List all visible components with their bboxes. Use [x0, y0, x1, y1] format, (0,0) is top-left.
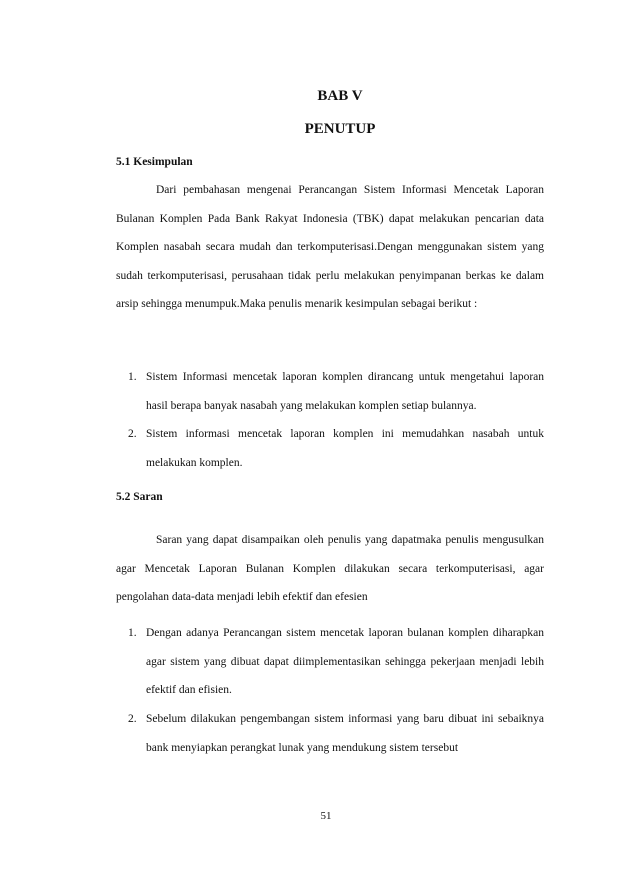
list-number: 2.: [128, 428, 137, 440]
chapter-title: PENUTUP: [304, 121, 376, 137]
list-text: Sistem informasi mencetak laporan komplen ini memudahkan nasabah untuk melakukan komplen.: [146, 428, 544, 469]
section-heading-saran: 5.2 Saran: [116, 491, 163, 503]
list-text: Dengan adanya Perancangan sistem mencetak laporan bulanan komplen diharapkan agar sistem yang dibuat dapat diimplementasikan sehingga pekerjaan menjadi lebih efektif dan efisien.: [146, 627, 544, 696]
page-number: 51: [320, 810, 332, 822]
list-number: 1.: [128, 627, 137, 639]
list-number: 1.: [128, 371, 137, 383]
section-heading-kesimpulan: 5.1 Kesimpulan: [116, 156, 193, 168]
chapter-number: BAB V: [317, 88, 363, 104]
list-text: Sebelum dilakukan pengembangan sistem informasi yang baru dibuat ini sebaiknya bank menyiapkan perangkat lunak yang mendukung sistem tersebut: [146, 713, 544, 754]
paragraph-saran: Saran yang dapat disampaikan oleh penulis yang dapatmaka penulis mengusulkan agar Mencetak Laporan Bulanan Komplen dilakukan secara terkomputerisasi, agar pengolahan data-data menjadi lebih efektif dan efesien: [116, 534, 544, 603]
list-text: Sistem Informasi mencetak laporan komplen dirancang untuk mengetahui laporan hasil berapa banyak nasabah yang melakukan komplen setiap bulannya.: [146, 371, 544, 412]
list-number: 2.: [128, 713, 137, 725]
paragraph-kesimpulan: Dari pembahasan mengenai Perancangan Sistem Informasi Mencetak Laporan Bulanan Komplen Pada Bank Rakyat Indonesia (TBK) dapat melakukan pencarian data Komplen nasabah secara mudah dan terkomputerisasi.Dengan menggunakan sistem yang sudah terkomputerisasi, perusahaan tidak perlu melakukan penyimpanan berkas ke dalam arsip sehingga menumpuk.Maka penulis menarik kesimpulan sebagai berikut :: [116, 184, 544, 310]
